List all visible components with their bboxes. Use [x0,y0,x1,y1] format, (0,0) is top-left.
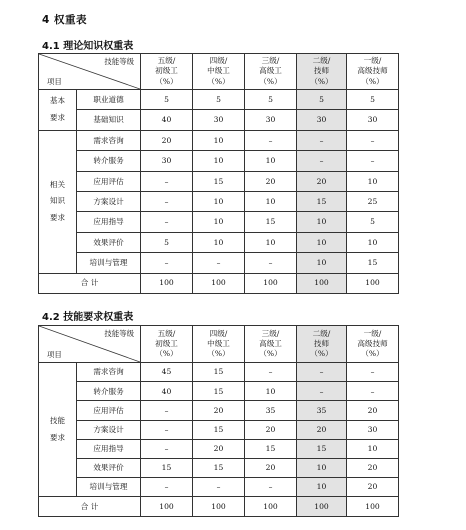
total-row [39,273,399,293]
table-row [39,439,399,458]
weight-value-cell: 15 [193,458,245,477]
group-label-cell [39,90,77,131]
weight-value-cell: – [141,212,193,232]
weight-value-cell: 20 [297,420,347,439]
table-row [39,110,399,130]
weight-value-cell: 30 [347,420,399,439]
group-label-line: 要求 [49,213,66,222]
level-header-line: 技师 [313,66,330,76]
corner-item-label: 项目 [47,349,62,359]
weight-value-cell: – [297,363,347,382]
item-name-cell: 应用评估 [77,401,141,420]
weight-value-cell: 10 [347,439,399,458]
item-name-cell: 需求咨询 [77,363,141,382]
item-name-cell: 基础知识 [77,110,141,130]
weight-value-cell: 30 [193,110,245,130]
weight-value-cell: 40 [141,382,193,401]
level-header-line: 三级/ [261,56,280,66]
weight-value-cell: 20 [193,439,245,458]
weight-value-cell: – [297,130,347,150]
corner-skill-level-label: 技能等级 [104,329,134,338]
total-value-cell: 100 [193,273,245,293]
level-header-line: 一级/ [363,56,382,66]
weight-value-cell: – [245,130,297,150]
level-header-line: 中级工 [207,66,230,76]
level-header-line: （%） [361,349,384,359]
skill-requirements-weight-table [38,325,399,517]
item-name-cell: 方案设计 [77,191,141,211]
weight-value-cell: – [297,151,347,171]
table-row [39,401,399,420]
weight-value-cell: 15 [141,458,193,477]
weight-value-cell: – [347,130,399,150]
weight-value-cell: 15 [347,253,399,273]
level-header-line: （%） [310,76,333,86]
weight-value-cell: – [245,363,297,382]
weight-value-cell: 10 [297,253,347,273]
item-name-cell: 转介服务 [77,382,141,401]
weight-value-cell: – [141,253,193,273]
total-value-cell: 100 [245,273,297,293]
weight-value-cell: 10 [245,382,297,401]
weight-value-cell: 5 [297,90,347,110]
item-name-cell: 培训与管理 [77,478,141,497]
weight-value-cell: 10 [347,171,399,191]
weight-value-cell: 10 [193,151,245,171]
weight-value-cell: 10 [193,130,245,150]
weight-value-cell: 20 [245,458,297,477]
total-row [39,497,399,516]
level-header-cell [141,54,193,90]
weight-value-cell: 10 [297,478,347,497]
weight-value-cell: 35 [245,401,297,420]
group-label-line: 基本 [49,96,66,106]
header-row [39,54,399,90]
weight-value-cell: 5 [347,90,399,110]
level-header-line: 二级/ [312,328,331,338]
weight-value-cell: 25 [347,191,399,211]
total-value-cell: 100 [141,497,193,516]
group-label-line: 要求 [49,432,66,442]
item-name-cell: 效果评价 [77,458,141,477]
level-header-line: 初级工 [155,338,178,348]
weight-value-cell: – [141,171,193,191]
weight-value-cell: – [141,439,193,458]
weight-value-cell: – [347,151,399,171]
weight-value-cell: – [297,382,347,401]
total-value-cell: 100 [297,273,347,293]
level-header-cell [347,54,399,90]
weight-value-cell: 5 [193,90,245,110]
weight-value-cell: 10 [347,232,399,252]
level-header-line: 高级技师 [357,66,388,76]
level-header-cell [297,326,347,363]
header-row [39,326,399,363]
level-header-line: 三级/ [261,328,280,338]
weight-value-cell: 30 [141,151,193,171]
level-header-line: 技师 [313,338,330,348]
group-label-line: 相关 [49,179,66,189]
total-value-cell: 100 [141,273,193,293]
level-header-line: 五级/ [157,56,176,66]
weight-value-cell: – [141,420,193,439]
level-header-cell [245,326,297,363]
weight-value-cell: 10 [297,232,347,252]
level-header-line: 初级工 [155,66,178,76]
weight-value-cell: 10 [297,458,347,477]
weight-value-cell: 5 [347,212,399,232]
corner-skill-level-label: 技能等级 [104,57,134,66]
level-header-line: （%） [259,349,282,359]
total-value-cell: 100 [347,497,399,516]
weight-value-cell: – [245,478,297,497]
level-header-line: （%） [207,76,230,86]
corner-item-label: 项目 [47,76,62,86]
table-row [39,253,399,273]
table-row [39,130,399,150]
total-label-cell: 合 计 [39,273,141,293]
table-row [39,382,399,401]
level-header-cell [347,326,399,363]
level-header-cell [193,54,245,90]
weight-value-cell: 10 [193,191,245,211]
table-row [39,232,399,252]
level-header-line: 中级工 [207,338,230,348]
table-row [39,171,399,191]
total-value-cell: 100 [297,497,347,516]
weight-value-cell: 15 [193,171,245,191]
weight-value-cell: 20 [245,420,297,439]
weight-value-cell: – [141,478,193,497]
corner-header-cell [39,326,141,363]
level-header-line: 四级/ [209,56,228,66]
level-header-line: 高级技师 [357,338,388,348]
level-header-cell [193,326,245,363]
group-label-cell [39,363,77,497]
weight-value-cell: – [141,191,193,211]
weight-value-cell: 30 [347,110,399,130]
total-label-cell: 合 计 [39,497,141,516]
weight-value-cell: – [193,478,245,497]
weight-value-cell: 20 [297,171,347,191]
table-row [39,191,399,211]
weight-value-cell: 15 [297,439,347,458]
weight-value-cell: 30 [297,110,347,130]
level-header-cell [297,54,347,90]
level-header-line: （%） [155,76,178,86]
item-name-cell: 应用指导 [77,439,141,458]
weight-value-cell: 20 [347,458,399,477]
group-label-line: 要求 [49,112,66,122]
weight-value-cell: 20 [347,401,399,420]
weight-value-cell: 15 [193,363,245,382]
level-header-cell [245,54,297,90]
level-header-line: 一级/ [363,328,382,338]
weight-value-cell: 10 [193,232,245,252]
item-name-cell: 需求咨询 [77,130,141,150]
table-row [39,478,399,497]
level-header-line: 五级/ [157,328,176,338]
weight-value-cell: 20 [141,130,193,150]
item-name-cell: 应用评估 [77,171,141,191]
group-label-cell [39,130,77,273]
level-header-line: （%） [259,76,282,86]
weight-value-cell: – [245,253,297,273]
table-row [39,90,399,110]
weight-value-cell: 15 [245,439,297,458]
total-value-cell: 100 [347,273,399,293]
table2-title: 4.2 技能要求权重表 [42,312,134,323]
group-label-line: 知识 [49,196,66,206]
group-label-line: 技能 [49,415,66,425]
weight-value-cell: – [193,253,245,273]
table-row [39,458,399,477]
weight-value-cell: 10 [245,232,297,252]
table-row [39,151,399,171]
weight-value-cell: 10 [193,212,245,232]
level-header-line: （%） [361,76,384,86]
weight-value-cell: 30 [245,110,297,130]
level-header-line: 二级/ [312,56,331,66]
weight-value-cell: 15 [245,212,297,232]
item-name-cell: 培训与管理 [77,253,141,273]
weight-value-cell: 10 [245,191,297,211]
total-value-cell: 100 [193,497,245,516]
weight-value-cell: – [347,363,399,382]
theory-knowledge-weight-table [38,53,399,294]
level-header-line: 高级工 [259,338,282,348]
weight-value-cell: 15 [193,382,245,401]
weight-value-cell: 5 [245,90,297,110]
item-name-cell: 效果评价 [77,232,141,252]
corner-header-cell [39,54,141,90]
section-heading: 4 权重表 [42,14,87,26]
level-header-cell [141,326,193,363]
item-name-cell: 职业道德 [77,90,141,110]
weight-value-cell: 10 [297,212,347,232]
weight-value-cell: – [141,401,193,420]
table1-title: 4.1 理论知识权重表 [42,41,134,52]
level-header-line: 四级/ [209,328,228,338]
weight-value-cell: 20 [193,401,245,420]
weight-value-cell: 15 [297,191,347,211]
weight-value-cell: 15 [193,420,245,439]
weight-value-cell: 45 [141,363,193,382]
weight-value-cell: 20 [245,171,297,191]
weight-value-cell: 5 [141,90,193,110]
level-header-line: （%） [310,349,333,359]
level-header-line: 高级工 [259,66,282,76]
item-name-cell: 应用指导 [77,212,141,232]
total-value-cell: 100 [245,497,297,516]
level-header-line: （%） [207,349,230,359]
level-header-line: （%） [155,349,178,359]
table-row [39,363,399,382]
weight-value-cell: 35 [297,401,347,420]
weight-value-cell: 5 [141,232,193,252]
table-row [39,212,399,232]
item-name-cell: 方案设计 [77,420,141,439]
item-name-cell: 转介服务 [77,151,141,171]
weight-value-cell: 10 [245,151,297,171]
weight-value-cell: – [347,382,399,401]
weight-value-cell: 20 [347,478,399,497]
weight-value-cell: 40 [141,110,193,130]
table-row [39,420,399,439]
